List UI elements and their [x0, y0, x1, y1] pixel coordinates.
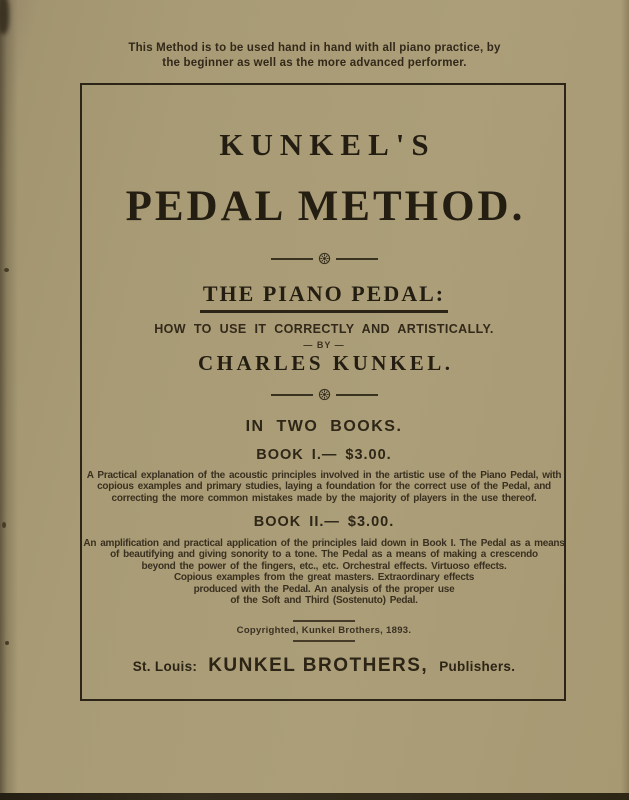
scan-smudge-top-left: [0, 0, 9, 34]
divider-rule-left: [271, 394, 313, 396]
title-possessive: KUNKEL'S: [219, 127, 436, 162]
book2-line-1: An amplification and practical application of the principles laid down in Book I. The Pedal as a means: [83, 538, 565, 549]
copyright-rule-top: [293, 620, 355, 622]
divider-rule-right: [336, 258, 378, 260]
book2-line-5: produced with the Pedal. An analysis of the proper use: [193, 583, 455, 595]
subtitle-tagline: HOW TO USE IT CORRECTLY AND ARTISTICALLY.: [154, 322, 494, 336]
scan-speck: [5, 641, 9, 645]
book2-heading: BOOK II.— $3.00.: [253, 514, 395, 530]
copyright-rule-bottom: [293, 640, 355, 642]
imprint-role: Publishers.: [439, 659, 516, 674]
book1-description: [80, 471, 568, 505]
book2-description: [80, 539, 568, 607]
ornament-divider: [80, 388, 568, 401]
copyright-block: [80, 620, 568, 642]
book2-line-3: beyond the power of the fingers, etc., etc. Orchestral effects. Virtuoso effects.: [141, 560, 507, 572]
author-name: CHARLES KUNKEL.: [197, 351, 454, 375]
byline: — BY —: [303, 340, 345, 350]
usage-notice-line-1: This Method is to be used hand in hand with all piano practice, by: [128, 42, 501, 54]
book1-line-1: A Practical explanation of the acoustic principles involved in the artistic use of the Piano Pedal, with: [86, 470, 562, 481]
book1-heading: BOOK I.— $3.00.: [256, 447, 392, 463]
scan-speck: [4, 268, 9, 272]
divider-rule-right: [336, 394, 378, 396]
book1-line-3: correcting the more common mistakes made by the majority of players in the use thereof.: [111, 492, 537, 504]
imprint-line: [80, 656, 568, 675]
subtitle-block: [80, 283, 568, 313]
copyright-notice: Copyrighted, Kunkel Brothers, 1893.: [236, 625, 412, 636]
divider-rule-left: [271, 258, 313, 260]
binding-shadow-left: [0, 0, 18, 800]
scan-speck: [2, 522, 6, 528]
page-edge-right: [621, 0, 629, 800]
page-edge-bottom-shadow: [0, 793, 629, 800]
book2-line-6: of the Soft and Third (Sostenuto) Pedal.: [230, 594, 418, 606]
usage-notice: [0, 41, 629, 71]
imprint-publisher: KUNKEL BROTHERS,: [208, 655, 429, 676]
rosette-ornament-icon: [318, 252, 331, 265]
rosette-ornament-icon: [318, 388, 331, 401]
page-title: PEDAL METHOD.: [125, 183, 526, 230]
book2-line-4: Copious examples from the great masters. Extraordinary effects: [173, 572, 475, 584]
subtitle-heading: THE PIANO PEDAL:: [200, 283, 448, 313]
usage-notice-line-2: the beginner as well as the more advanced performer.: [162, 57, 467, 69]
book2-line-2: of beautifying and giving sonority to a tone. The Pedal as a means of making a crescendo: [110, 549, 538, 561]
book1-line-2: copious examples and primary studies, laying a foundation for the correct use of the Pedal, and: [97, 481, 551, 493]
ornament-divider: [80, 252, 568, 265]
imprint-city: St. Louis:: [132, 659, 198, 674]
books-heading: IN TWO BOOKS.: [245, 418, 403, 435]
